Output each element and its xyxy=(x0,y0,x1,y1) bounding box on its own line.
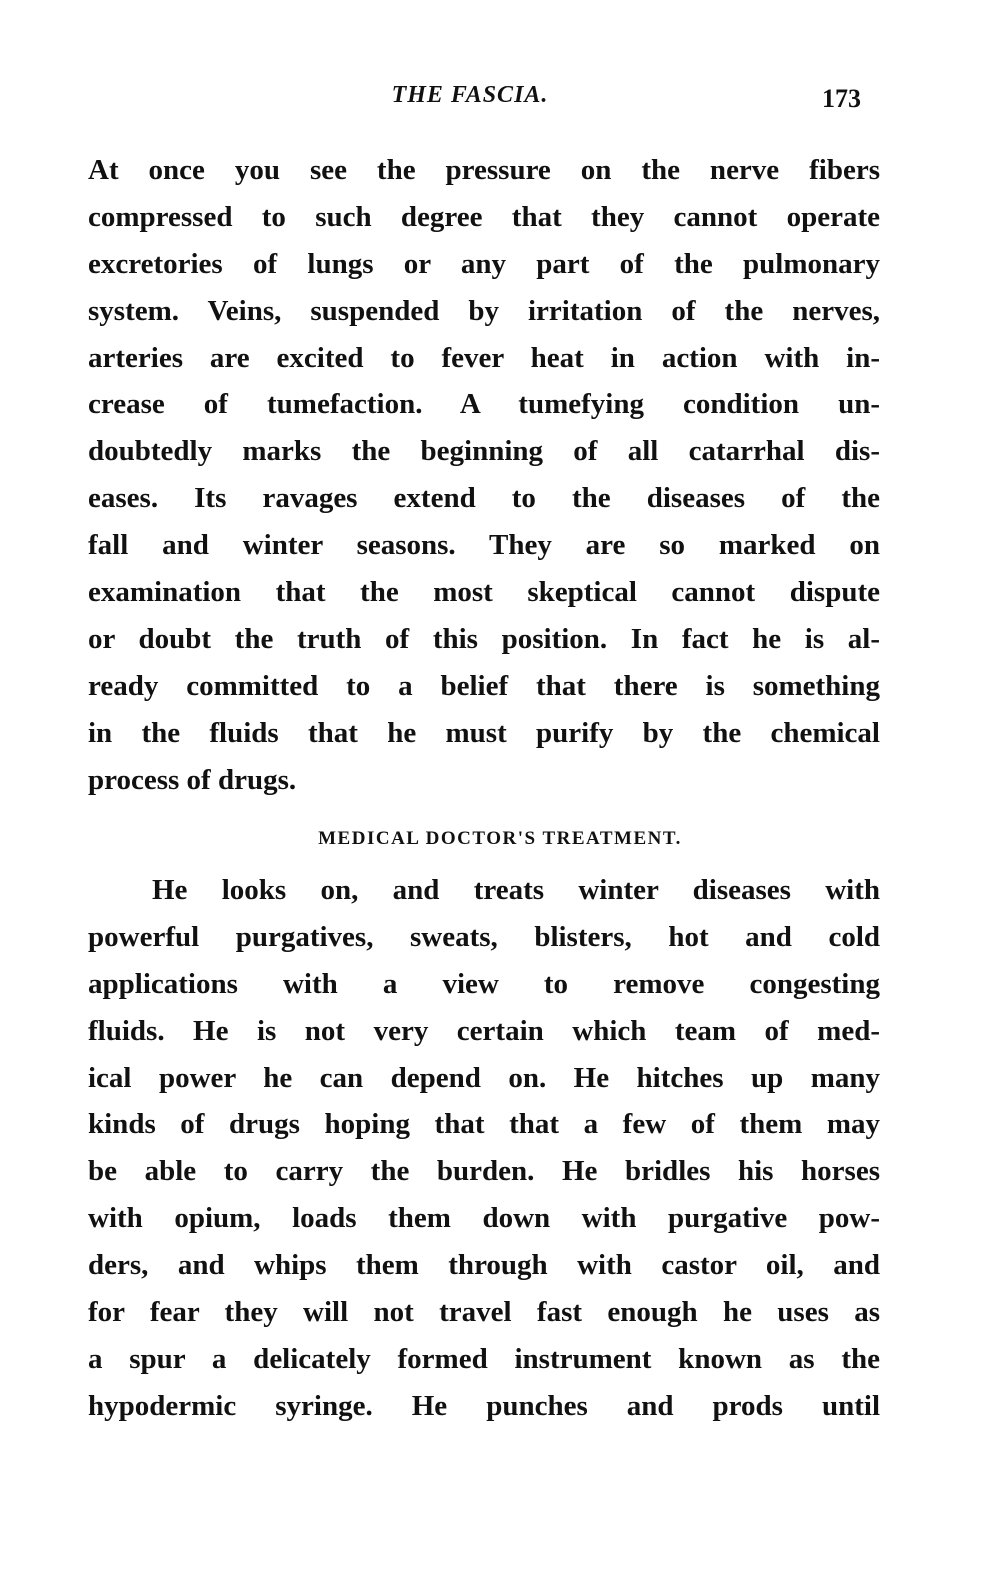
text-line: He looks on, and treats winter diseases with xyxy=(152,874,880,906)
page-number: 173 xyxy=(822,84,861,113)
text-line: process of drugs. xyxy=(88,763,297,796)
text-line: fall and winter seasons. They are so marked on xyxy=(88,529,880,562)
text-line: ical power he can depend on. He hitches up many xyxy=(88,1061,880,1094)
text-line: compressed to such degree that they cannot operate xyxy=(88,200,880,233)
section-heading: MEDICAL DOCTOR'S TREATMENT. xyxy=(318,828,682,849)
text-line: powerful purgatives, sweats, blisters, hot and cold xyxy=(88,920,880,953)
text-line: ready committed to a belief that there is something xyxy=(88,669,880,702)
text-line: doubtedly marks the beginning of all catarrhal dis- xyxy=(88,435,880,468)
text-line: be able to carry the burden. He bridles his horses xyxy=(88,1155,880,1188)
text-line: system. Veins, suspended by irritation of the nerves, xyxy=(88,294,880,327)
text-line: applications with a view to remove congesting xyxy=(88,967,880,1000)
text-line: crease of tumefaction. A tumefying condition un- xyxy=(88,388,880,421)
paragraph-2 xyxy=(88,867,880,1430)
text-line: excretories of lungs or any part of the pulmonary xyxy=(88,247,880,280)
text-line: examination that the most skeptical cannot dispute xyxy=(88,576,880,609)
text-line: kinds of drugs hoping that that a few of them may xyxy=(88,1108,880,1141)
running-header-title: THE FASCIA. xyxy=(391,82,549,108)
paragraph-1 xyxy=(88,147,880,803)
text-line: At once you see the pressure on the nerve fibers xyxy=(88,154,880,186)
text-line: arteries are excited to fever heat in action with in- xyxy=(88,341,880,374)
text-line: a spur a delicately formed instrument known as the xyxy=(88,1342,880,1375)
text-line: or doubt the truth of this position. In fact he is al- xyxy=(88,622,880,655)
text-line: hypodermic syringe. He punches and prods until xyxy=(88,1389,880,1422)
text-line: fluids. He is not very certain which team of med- xyxy=(88,1014,880,1047)
text-line: with opium, loads them down with purgative pow- xyxy=(88,1202,880,1235)
text-line: in the fluids that he must purify by the chemical xyxy=(88,716,880,749)
text-line: eases. Its ravages extend to the diseases of the xyxy=(88,482,880,515)
text-line: for fear they will not travel fast enough he uses as xyxy=(88,1296,880,1329)
text-line: ders, and whips them through with castor oil, and xyxy=(88,1249,880,1282)
